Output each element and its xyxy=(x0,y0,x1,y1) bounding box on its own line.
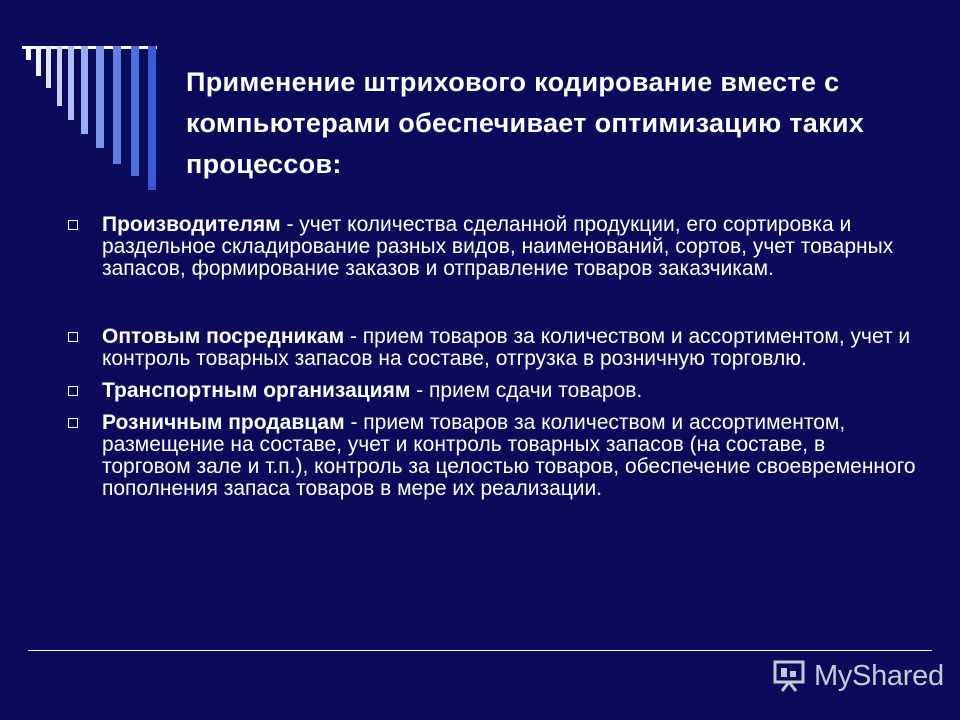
bar-4 xyxy=(57,46,62,106)
bullet-list xyxy=(68,214,918,500)
bar-10 xyxy=(148,46,156,190)
bar-2 xyxy=(36,46,41,76)
bar-3 xyxy=(46,46,51,88)
bar-9 xyxy=(131,46,139,176)
item-heading: Транспортным организациям xyxy=(102,379,411,402)
item-text: - прием товаров за количеством и ассортиментом, размещение на составе, учет и контроль товарных запасов (на составе, в торговом зале и т.п.), контроль за целостью товаров, обеспечение своевременного пополнения запаса товаров в мере их реализации. xyxy=(102,411,916,500)
watermark xyxy=(772,656,944,696)
bar-8 xyxy=(113,46,121,164)
watermark-text: MyShared xyxy=(814,659,944,692)
item-heading: Розничным продавцам xyxy=(102,411,345,434)
slide-title: Применение штрихового кодирование вместе с компьютерами обеспечивает оптимизацию таких процессов: xyxy=(186,67,865,179)
item-text: - прием сдачи товаров. xyxy=(410,379,643,402)
list-item xyxy=(68,214,918,280)
list-item xyxy=(68,412,918,500)
square-bullet-icon xyxy=(68,386,78,396)
item-heading: Оптовым посредникам xyxy=(102,325,345,348)
square-bullet-icon xyxy=(68,332,78,342)
bar-5 xyxy=(68,46,74,120)
bar-7 xyxy=(96,46,104,148)
list-item xyxy=(68,326,918,370)
square-bullet-icon xyxy=(68,220,78,230)
bar-6 xyxy=(81,46,88,134)
item-text: - учет количества сделанной продукции, его сортировка и раздельное складирование разных видов, наименований, сортов, учет товарных запасов, формирование заказов и отправление товаров заказчикам. xyxy=(102,213,894,280)
presentation-board-icon xyxy=(772,659,806,693)
footer-divider xyxy=(28,650,932,651)
item-text: - прием товаров за количеством и ассортиментом, учет и контроль товарных запасов на составе, отгрузка в розничную торговлю. xyxy=(102,325,911,370)
square-bullet-icon xyxy=(68,418,78,428)
decorative-bars xyxy=(0,0,170,200)
bar-1 xyxy=(26,46,31,60)
item-heading: Производителям xyxy=(102,213,281,236)
list-item xyxy=(68,380,918,402)
